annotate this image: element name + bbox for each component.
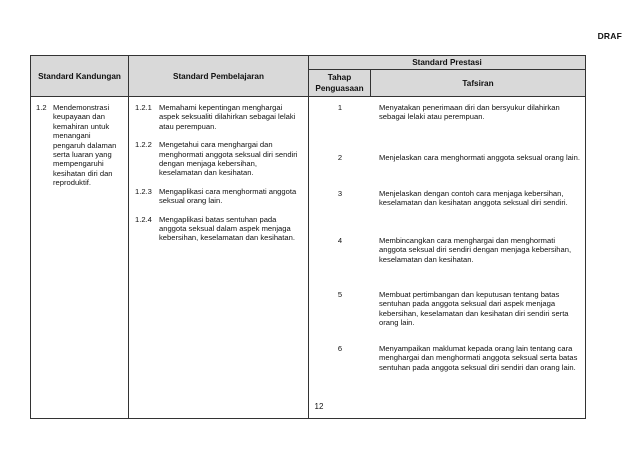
prestasi-row [309,189,585,236]
prestasi-row [309,103,585,153]
tafsiran-text: Menjelaskan cara menghormati anggota seksual orang lain. [379,153,580,162]
pembelajaran-text: Mengaplikasi batas sentuhan pada anggota seksual dalam aspek menjaga kebersihan, keselamatan dan kesihatan. [159,214,295,243]
tahap-level: 5 [337,290,343,299]
prestasi-row [309,290,585,344]
tahap-level: 4 [337,236,343,245]
tahap-level: 3 [337,189,343,198]
kandungan-number: 1.2 [36,103,47,112]
pembelajaran-number: 1.2.3 [135,186,152,196]
prestasi-cell [309,97,586,419]
prestasi-row [309,153,585,189]
pembelajaran-text: Memahami kepentingan menghargai aspek seksualiti dilahirkan sebagai lelaki atau perempuan. [159,103,296,131]
header-tahap-penguasaan: Tahap Penguasaan [309,70,371,97]
header-standard-pembelajaran: Standard Pembelajaran [129,56,309,97]
prestasi-row [309,236,585,290]
pembelajaran-cell [129,97,309,419]
tafsiran-text: Membuat pertimbangan dan keputusan tentang batas sentuhan pada anggota seksual dari aspek menjaga kebersihan, keselamatan dan kesihatan diri sendiri serta orang lain. [379,290,569,328]
pembelajaran-item [129,215,308,243]
tafsiran-text: Menyampaikan maklumat kepada orang lain tentang cara menghargai dan menghormati anggota seksual serta batas sentuhan pada anggota seksual diri sendiri dan orang lain. [379,344,578,372]
pembelajaran-item [129,187,308,206]
header-tafsiran: Tafsiran [371,70,586,97]
tafsiran-text: Membincangkan cara menghargai dan menghormati anggota seksual diri sendiri dengan menjaga kebersihan, keselamatan dan kesihatan. [379,236,572,264]
tahap-level: 6 [337,344,343,353]
curriculum-table [30,55,586,419]
tahap-level: 1 [337,103,343,112]
kandungan-cell [31,97,129,419]
pembelajaran-text: Mengaplikasi cara menghormati anggota seksual orang lain. [159,186,297,206]
page-number: 12 [314,402,324,411]
pembelajaran-number: 1.2.2 [135,140,152,150]
pembelajaran-number: 1.2.1 [135,103,152,112]
tafsiran-text: Menjelaskan dengan contoh cara menjaga kebersihan, keselamatan dan kesihatan anggota seksual diri sendiri. [379,189,568,208]
pembelajaran-number: 1.2.4 [135,214,152,224]
prestasi-row [309,344,585,392]
pembelajaran-item [129,103,308,131]
kandungan-text: Mendemonstrasi keupayaan dan kemahiran untuk menangani pengaruh dalaman serta luaran yang mempengaruhi kesihatan diri dan reproduktif. [53,103,117,188]
pembelajaran-text: Mengetahui cara menghargai dan menghormati anggota seksual diri sendiri dengan menjaga kebersihan, keselamatan dan kesihatan. [159,140,298,178]
pembelajaran-item [129,140,308,178]
header-standard-kandungan: Standard Kandungan [31,56,129,97]
tafsiran-text: Menyatakan penerimaan diri dan bersyukur dilahirkan sebagai lelaki atau perempuan. [379,103,560,122]
tahap-level: 2 [337,153,343,162]
header-standard-prestasi: Standard Prestasi [309,56,586,70]
draft-label: DRAF [597,31,622,41]
